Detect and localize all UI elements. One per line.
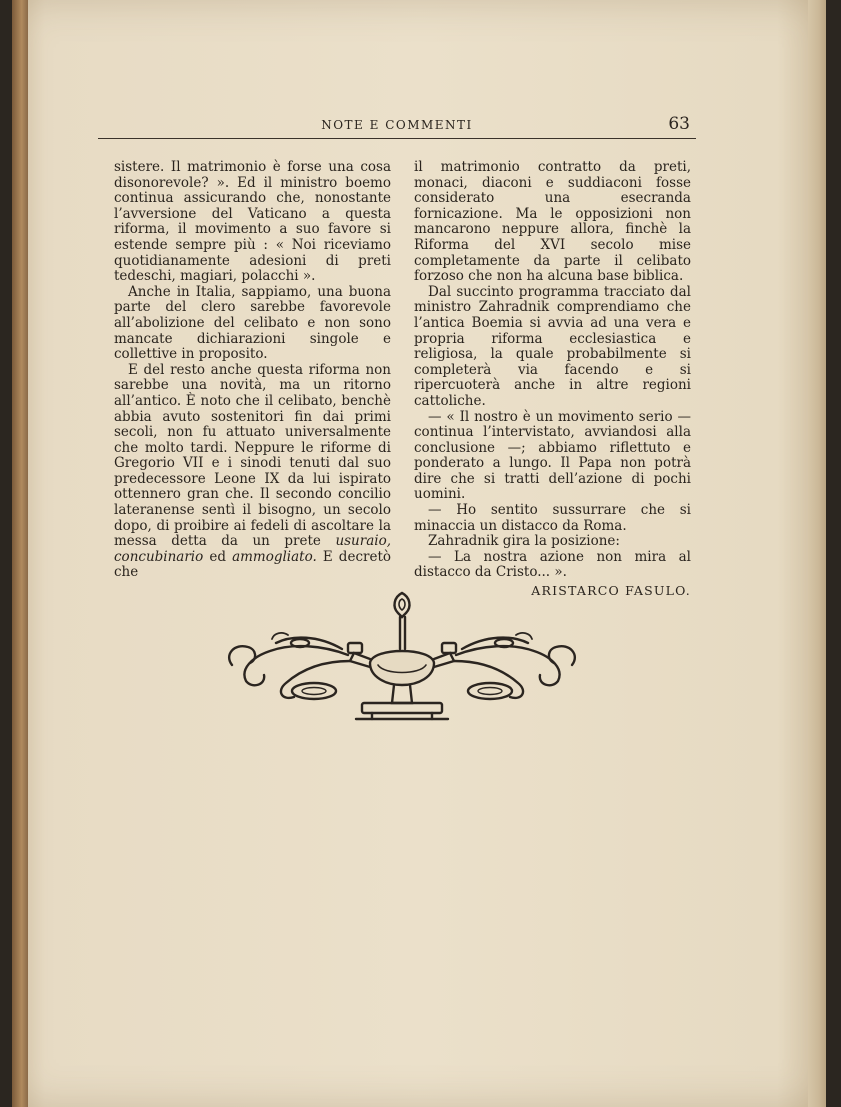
text-run: Zahradnik gira la posizione: — [428, 533, 620, 550]
text-run: — La nostra azione non mira al distacco da Cristo... ». — [414, 548, 691, 581]
book-cover-edge — [12, 0, 28, 1107]
italic-term: usuraio, — [335, 533, 391, 550]
text-run: sistere. Il matrimonio è forse una cosa disonorevole? ». Ed il ministro boemo continua assicurando che, nonostante l’avversione del Vaticano a questa riforma, il movimento a suo favore si estende sempre più : « Noi riceviamo quotidianamente adesioni di preti tedeschi, magiari, polacchi ». — [114, 159, 391, 285]
author-signature: ARISTARCO FASULO. — [531, 583, 691, 599]
paragraph — [414, 550, 691, 581]
text-run: E decretò che — [114, 548, 391, 581]
italic-term: concubinario — [114, 548, 204, 565]
paragraph — [414, 503, 691, 534]
paragraph — [414, 534, 691, 550]
text-run: — « Il nostro è un movimento serio — continua l’intervistato, avviandosi alla conclusione —; abbiamo riflettuto e ponderato a lungo. Il Papa non potrà dire che si tratti dell’azione di pochi uomini. — [414, 408, 691, 503]
paragraph — [414, 285, 691, 410]
book-page — [12, 0, 826, 1107]
page-stack-edge — [808, 0, 826, 1107]
paragraph — [114, 160, 391, 285]
italic-term: ammogliato. — [232, 548, 317, 565]
paragraph — [414, 410, 691, 504]
text-run: ed — [203, 548, 233, 565]
text-run: Dal succinto programma tracciato dal ministro Zahradnik comprendiamo che l’antica Boemia si avvia ad una vera e propria riforma ecclesiastica e religiosa, la quale probabilmente si completerà via facendo e si ripercuoterà anche in altre regioni cattoliche. — [414, 283, 691, 409]
right-column — [414, 160, 691, 599]
text-run: il matrimonio contratto da preti, monaci, diaconi e suddiaconi fosse considerato una esecranda fornicazione. Ma le opposizioni non mancarono neppure allora, finchè la Riforma del XVI secolo mise completamente da parte il celibato forzoso che non ha alcuna base biblica. — [414, 159, 691, 285]
running-head: NOTE E COMMENTI — [321, 118, 473, 132]
text-run: E del resto anche questa riforma non sarebbe una novità, ma un ritorno all’antico. È noto che il celibato, benchè abbia avuto sostenitori fin dai primi secoli, non fu attuato universalmente che molto tardi. Neppure le riforme di Gregorio VII e i sinodi tenuti dal suo predecessore Leone IX da lui ispirato ottennero gran che. Il secondo concilio lateranense sentì il bisogno, un secolo dopo, di proibire ai fedeli di ascoltare la messa detta da un prete — [114, 361, 391, 550]
paragraph — [414, 160, 691, 285]
page-number: 63 — [668, 114, 690, 134]
paragraph — [114, 285, 391, 363]
page-header — [98, 112, 696, 139]
oil-lamp-ornament-icon — [222, 585, 582, 730]
paragraph — [114, 363, 391, 581]
text-run: — Ho sentito sussurrare che si minaccia un distacco da Roma. — [414, 502, 691, 534]
text-run: Anche in Italia, sappiamo, una buona parte del clero sarebbe favorevole all’abolizione del celibato e non sono mancate dichiarazioni singole e collettive in proposito. — [114, 283, 391, 363]
left-column — [114, 160, 391, 581]
